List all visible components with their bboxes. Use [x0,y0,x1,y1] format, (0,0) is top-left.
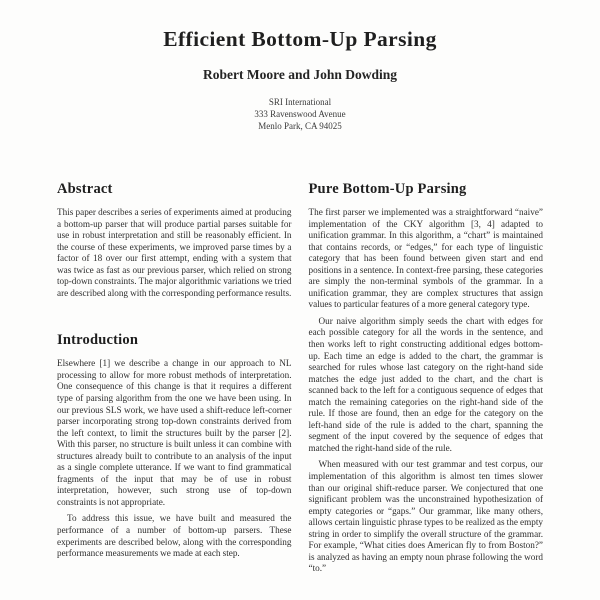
pure-bottom-up-paragraph-2: Our naive algorithm simply seeds the chart with edges for each possible category for all the words in the sentence, and then works left to right constructing additional edges bottom-up. Each time an edge is added to the chart, the grammar is searched for rules whose last category on the right-hand side matches the edge just added to the chart, and the chart is scanned back to the left for a contiguous sequence of edges that match the remaining categories on the right-hand side of the rule. If those are found, then an edge for the category on the left-hand side of the rule is added to the chart, spanning the segment of the input covered by the sequence of edges that matched the right-hand side of the rule. [308,315,543,453]
affiliation-line-street: 333 Ravenswood Avenue [254,109,346,119]
two-column-body [0,181,600,580]
paper-authors: Robert Moore and John Dowding [202,67,398,82]
pure-bottom-up-paragraph-3: When measured with our test grammar and test corpus, our implementation of this algorithm is almost ten times slower than our original shift-reduce parser. We conjectured that one significant problem was the unconstrained hypothesization of empty categories or “gaps.” Our grammar, like many others, allows certain linguistic phrase types to be realized as the empty string in order to simplify the overall structure of the grammar. For example, “What cities does American fly to from Boston?” is analyzed as having an empty noun phrase following the word “to.” [308,459,543,574]
section-heading-abstract: Abstract [57,181,113,197]
pure-bottom-up-paragraph-1: The first parser we implemented was a straightforward “naive” implementation of the CKY algorithm [3, 4] adapted to unification grammar. In this algorithm, a “chart” is maintained that contains records, or “edges,” for each type of linguistic category that has been found between given start and end positions in a sentence. In context-free parsing, these categories are simply the non-terminal symbols of the grammar. In a unification grammar, they are complex structures that assign values to particular features of a more general category type. [308,207,543,310]
left-column [57,181,292,580]
section-heading-introduction: Introduction [57,332,139,349]
section-heading-pure-bottom-up-parsing: Pure Bottom-Up Parsing [308,181,467,197]
right-column [309,181,544,580]
introduction-paragraph-2: To address this issue, we have built and measured the performance of a number of bottom-up parsers. These experiments are described below, along with the corresponding performance measurements we made at each step. [57,513,292,559]
introduction-paragraph-1: Elsewhere [1] we describe a change in our approach to NL processing to allow for more robust methods of interpretation. One consequence of this change is that it requires a different type of parsing algorithm from the one we have been using. In our previous SLS work, we have used a shift-reduce left-corner parser incorporating strong top-down constraints derived from the left context, to limit the structures built by the parser [2]. With this parser, no structure is built unless it can combine with structures already built to contribute to an analysis of the input as a single complete utterance. If we want to find grammatical fragments of the input that may be of use in robust interpretation, however, such strong use of top-down constraints is not appropriate. [57,358,292,507]
affiliation-line-institution: SRI International [268,97,332,107]
affiliation-line-city: Menlo Park, CA 94025 [258,121,342,131]
paper-title: Efficient Bottom-Up Parsing [163,27,437,51]
paper-header [0,0,600,132]
paper-affiliation [0,96,600,132]
abstract-paragraph: This paper describes a series of experiments aimed at producing a bottom-up parser that will produce partial parses suitable for use in robust interpretation and still be reasonably efficient. In the course of these experiments, we improved parse times by a factor of 18 over our first attempt, ending with a system that was twice as fast as our previous parser, which relied on strong top-down constraints. The major algorithmic variations we tried are described along with the corresponding performance results. [57,207,292,298]
